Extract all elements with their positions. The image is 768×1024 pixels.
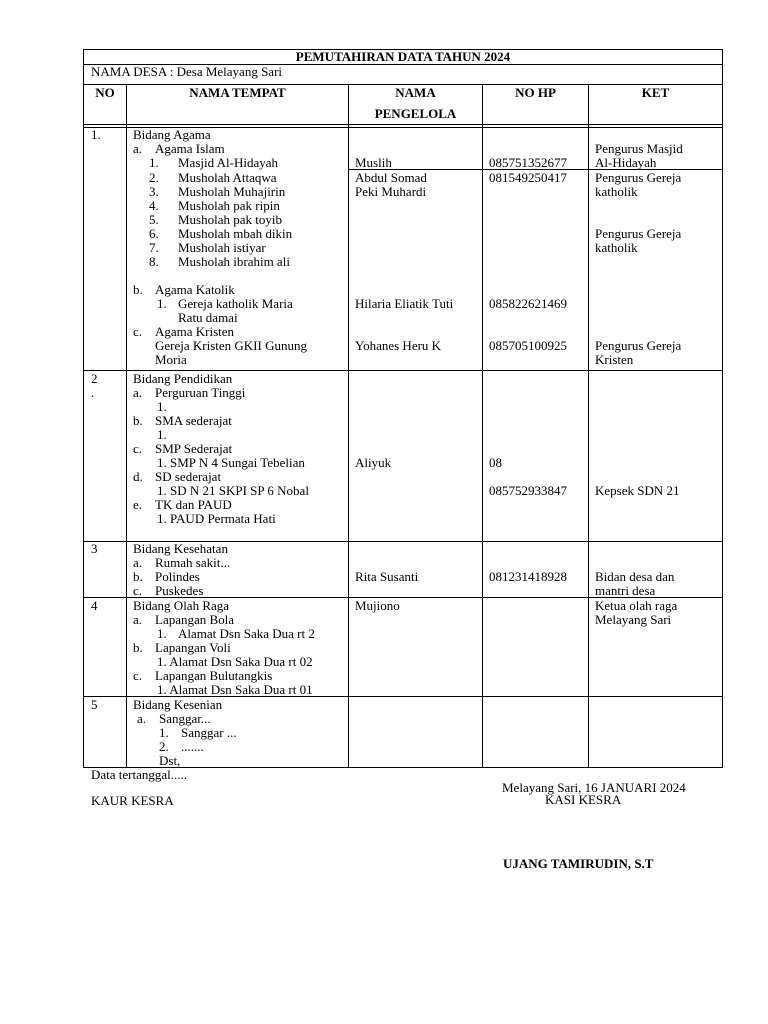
col-line <box>482 84 483 768</box>
subsection-label: SD sederajat <box>155 469 222 484</box>
ket-text: Al-Hidayah <box>595 155 657 170</box>
row-number: 2 <box>91 371 98 386</box>
subsection-label: Agama Islam <box>155 141 225 156</box>
subsection-label: SMA sederajat <box>155 413 232 428</box>
subsection-label: Perguruan Tinggi <box>155 385 246 400</box>
list-number: 1. <box>159 725 169 740</box>
pengelola: Hilaria Eliatik Tuti <box>355 296 454 311</box>
etc-text: Dst, <box>159 753 181 768</box>
phone-number: 081231418928 <box>489 569 567 584</box>
place-address: 1. Alamat Dsn Saka Dua rt 02 <box>157 654 313 669</box>
place-name: Masjid Al-Hidayah <box>178 155 279 170</box>
pengelola: Aliyuk <box>355 455 392 470</box>
place-date: Melayang Sari, 16 JANUARI 2024 <box>502 780 686 795</box>
header-no: NO <box>95 85 115 100</box>
list-marker: a. <box>133 555 143 570</box>
ket-text: katholik <box>595 240 638 255</box>
subsection-label: Lapangan Bulutangkis <box>155 668 273 683</box>
list-marker: b. <box>133 640 143 655</box>
place-name: 1. PAUD Permata Hati <box>157 511 276 526</box>
section-title: Bidang Pendidikan <box>133 371 233 386</box>
place-name: Gereja Kristen GKII Gunung <box>155 338 307 353</box>
list-marker: d. <box>133 469 143 484</box>
list-marker: a. <box>133 141 143 156</box>
list-marker: b. <box>133 569 143 584</box>
place-name: Musholah Attaqwa <box>178 170 277 185</box>
place-name: Musholah ibrahim ali <box>178 254 290 269</box>
place-name: 1. SD N 21 SKPI SP 6 Nobal <box>157 483 309 498</box>
place-name-cont: Ratu damai <box>178 310 238 325</box>
signer-name: UJANG TAMIRUDIN, S.T <box>503 856 654 871</box>
ket-text: Pengurus Masjid <box>595 141 683 156</box>
list-number: 3. <box>149 184 159 199</box>
phone-number: 081549250417 <box>489 170 567 185</box>
pengelola: Yohanes Heru K <box>355 338 442 353</box>
ket-text: Melayang Sari <box>595 612 672 627</box>
pengelola: Rita Susanti <box>355 569 419 584</box>
desa-name: NAMA DESA : Desa Melayang Sari <box>91 64 283 79</box>
ket-text: Pengurus Gereja <box>595 226 682 241</box>
kasi-label: KASI KESRA <box>545 792 622 807</box>
list-marker: a. <box>137 711 147 726</box>
col-line <box>588 84 589 768</box>
row-number: 5 <box>91 697 98 712</box>
ket-text: Bidan desa dan <box>595 569 675 584</box>
place-name: Gereja katholik Maria <box>178 296 293 311</box>
place-name: Musholah pak toyib <box>178 212 282 227</box>
ket-text: Kristen <box>595 352 634 367</box>
subsection-label: Lapangan Voli <box>155 640 231 655</box>
list-number: 1. <box>157 399 167 414</box>
header-nama-tempat: NAMA TEMPAT <box>189 85 286 100</box>
phone-number: 085822621469 <box>489 296 567 311</box>
place-address: Alamat Dsn Saka Dua rt 2 <box>178 626 315 641</box>
table-border-left <box>83 49 84 768</box>
subsection-label: Puskedes <box>155 583 204 598</box>
phone-number: 08 <box>489 455 502 470</box>
list-number: 1. <box>149 155 159 170</box>
place-name: Musholah mbah dikin <box>178 226 293 241</box>
ket-text: Kepsek SDN 21 <box>595 483 680 498</box>
place-name-cont: Moria <box>155 352 187 367</box>
header-ket: KET <box>641 85 670 100</box>
col-line <box>126 84 127 768</box>
list-number: 5. <box>149 212 159 227</box>
subsection-label: Polindes <box>155 569 200 584</box>
subsection-label: Lapangan Bola <box>155 612 235 627</box>
row-number: 3 <box>91 541 98 556</box>
page-title: PEMUTAHIRAN DATA TAHUN 2024 <box>295 49 511 64</box>
pengelola: Abdul Somad <box>355 170 427 185</box>
ket-text: mantri desa <box>595 583 656 598</box>
section-title: Bidang Kesenian <box>133 697 223 712</box>
place-name: Musholah pak ripin <box>178 198 280 213</box>
place-name: ....... <box>181 739 204 754</box>
list-number: 2. <box>149 170 159 185</box>
subsection-label: SMP Sederajat <box>155 441 233 456</box>
list-marker: c. <box>133 324 143 339</box>
date-note: Data tertanggal..... <box>91 767 188 782</box>
ket-text: katholik <box>595 184 638 199</box>
phone-number: 085705100925 <box>489 338 567 353</box>
header-no-hp: NO HP <box>515 85 556 100</box>
row-line <box>83 124 723 125</box>
pengelola: Muslih <box>355 155 392 170</box>
section-title: Bidang Kesehatan <box>133 541 228 556</box>
place-name: Sanggar ... <box>181 725 237 740</box>
list-marker: b. <box>133 282 143 297</box>
ket-text: Ketua olah raga <box>595 598 678 613</box>
kaur-label: KAUR KESRA <box>91 793 174 808</box>
list-marker: c. <box>133 441 143 456</box>
list-number: 4. <box>149 198 159 213</box>
subsection-label: TK dan PAUD <box>155 497 232 512</box>
section-title: Bidang Agama <box>133 127 211 142</box>
subsection-label: Agama Kristen <box>155 324 235 339</box>
list-marker: a. <box>133 612 143 627</box>
list-marker: c. <box>133 583 143 598</box>
list-number: 1. <box>157 296 167 311</box>
list-number: 6. <box>149 226 159 241</box>
section-title: Bidang Olah Raga <box>133 598 230 613</box>
row-number-dot: . <box>91 385 95 400</box>
place-name: Musholah Muhajirin <box>178 184 286 199</box>
table-border-right <box>722 49 723 768</box>
list-number: 1. <box>157 626 167 641</box>
place-name: Musholah istiyar <box>178 240 266 255</box>
list-number: 7. <box>149 240 159 255</box>
pengelola: Mujiono <box>355 598 400 613</box>
list-marker: e. <box>133 497 143 512</box>
list-marker: a. <box>133 385 143 400</box>
col-line <box>348 84 349 768</box>
list-number: 1. <box>157 427 167 442</box>
list-number: 8. <box>149 254 159 269</box>
header-pengelola: PENGELOLA <box>374 106 457 121</box>
subsection-label: Rumah sakit... <box>155 555 231 570</box>
place-name: 1. SMP N 4 Sungai Tebelian <box>157 455 305 470</box>
row-number: 4 <box>91 598 98 613</box>
subsection-label: Sanggar... <box>159 711 211 726</box>
subsection-label: Agama Katolik <box>155 282 235 297</box>
phone-number: 085751352677 <box>489 155 567 170</box>
ket-text: Pengurus Gereja <box>595 170 682 185</box>
ket-text: Pengurus Gereja <box>595 338 682 353</box>
phone-number: 085752933847 <box>489 483 567 498</box>
pengelola: Peki Muhardi <box>355 184 427 199</box>
list-marker: c. <box>133 668 143 683</box>
place-address: 1. Alamat Dsn Saka Dua rt 01 <box>157 682 313 697</box>
list-number: 2. <box>159 739 169 754</box>
row-number: 1. <box>91 127 101 142</box>
list-marker: b. <box>133 413 143 428</box>
header-nama: NAMA <box>395 85 436 100</box>
